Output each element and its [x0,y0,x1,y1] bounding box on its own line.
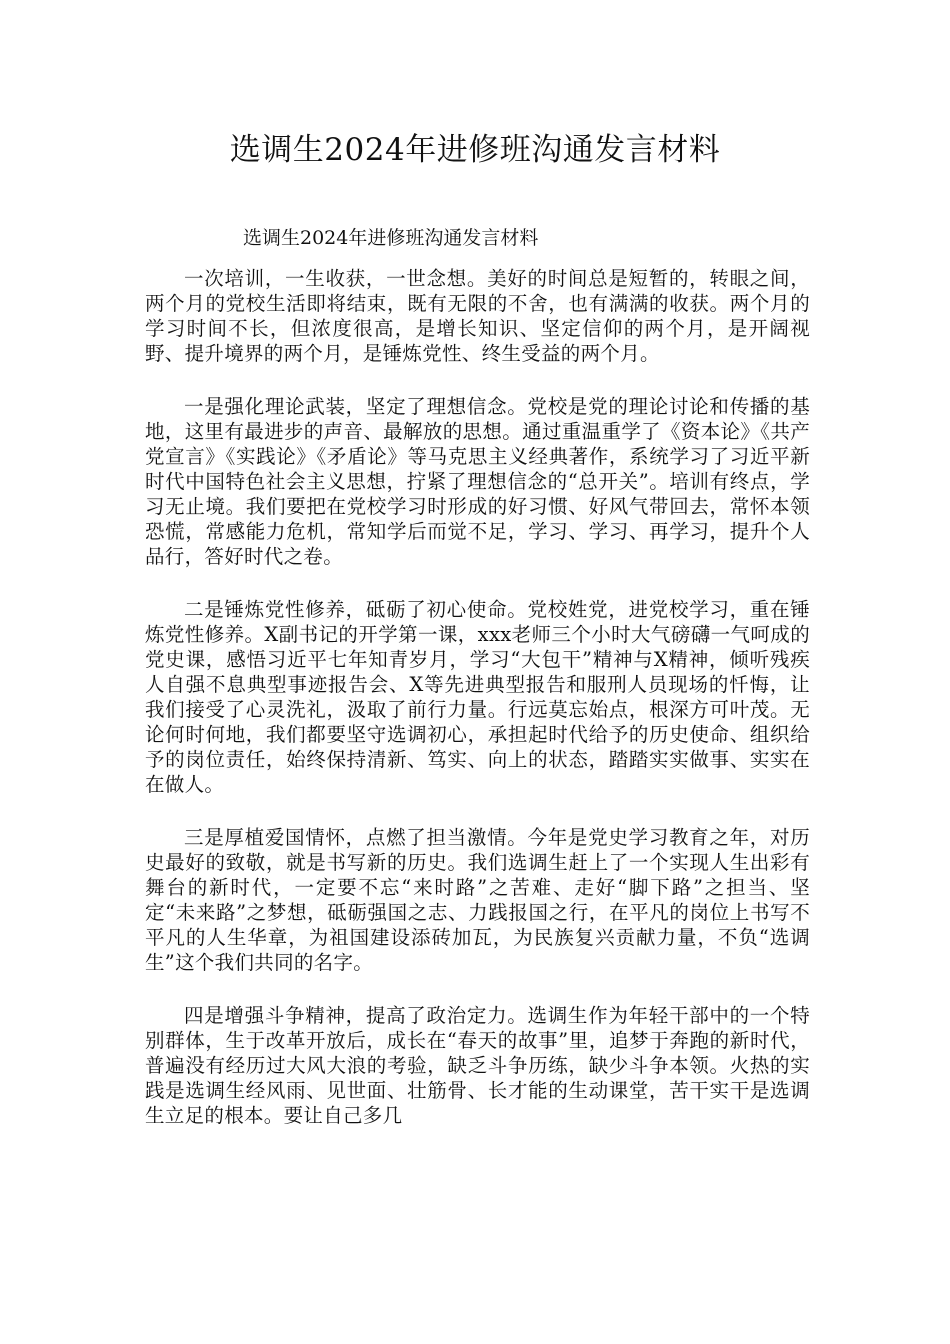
paragraph-intro: 一次培训，一生收获，一世念想。美好的时间总是短暂的，转眼之间，两个月的党校生活即将结束，既有无限的不舍，也有满满的收获。两个月的学习时间不长，但浓度很高，是增长知识、坚定信仰的两个月，是开阔视野、提升境界的两个月，是锤炼党性、终生受益的两个月。 [145,267,810,365]
paragraph-patriotism: 三是厚植爱国情怀，点燃了担当激情。今年是党史学习教育之年，对历史最好的致敬，就是书写新的历史。我们选调生赶上了一个实现人生出彩有舞台的新时代，一定要不忘“来时路”之苦难、走好“脚下路”之担当、坚定“未来路”之梦想，砥砺强国之志、力践报国之行，在平凡的岗位上书写不平凡的人生华章，为祖国建设添砖加瓦，为民族复兴贡献力量，不负“选调生”这个我们共同的名字。 [145,826,810,974]
document-subtitle: 选调生2024年进修班沟通发言材料 [243,227,539,249]
paragraph-party-spirit: 二是锤炼党性修养，砥砺了初心使命。党校姓党，进党校学习，重在锤炼党性修养。X副书记的开学第一课，xxx老师三个小时大气磅礴一气呵成的党史课，感悟习近平七年知青岁月，学习“大包干”精神与X精神，倾听残疾人自强不息典型事迹报告会、X等先进典型报告和服刑人员现场的忏悔，让我们接受了心灵洗礼，汲取了前行力量。行远莫忘始点，根深方可叶茂。无论何时何地，我们都要坚守选调初心，承担起时代给予的历史使命、组织给予的岗位责任，始终保持清新、笃实、向上的状态，踏踏实实做事、实实在在做人。 [145,598,810,796]
document-title: 选调生2024年进修班沟通发言材料 [229,132,721,168]
paragraph-theory: 一是强化理论武装，坚定了理想信念。党校是党的理论讨论和传播的基地，这里有最进步的声音、最解放的思想。通过重温重学了《资本论》《共产党宣言》《实践论》《矛盾论》等马克思主义经典著作，系统学习了习近平新时代中国特色社会主义思想，拧紧了理想信念的“总开关”。培训有终点，学习无止境。我们要把在党校学习时形成的好习惯、好风气带回去，常怀本领恐慌，常感能力危机，常知学后而觉不足，学习、学习、再学习，提升个人品行，答好时代之卷。 [145,395,810,568]
document-body [145,266,810,1156]
paragraph-struggle: 四是增强斗争精神，提高了政治定力。选调生作为年轻干部中的一个特别群体，生于改革开放后，成长在“春天的故事”里，追梦于奔跑的新时代，普遍没有经历过大风大浪的考验，缺乏斗争历练，缺少斗争本领。火热的实践是选调生经风雨、见世面、壮筋骨、长才能的生动课堂，苦干实干是选调生立足的根本。要让自己多几 [145,1004,810,1127]
